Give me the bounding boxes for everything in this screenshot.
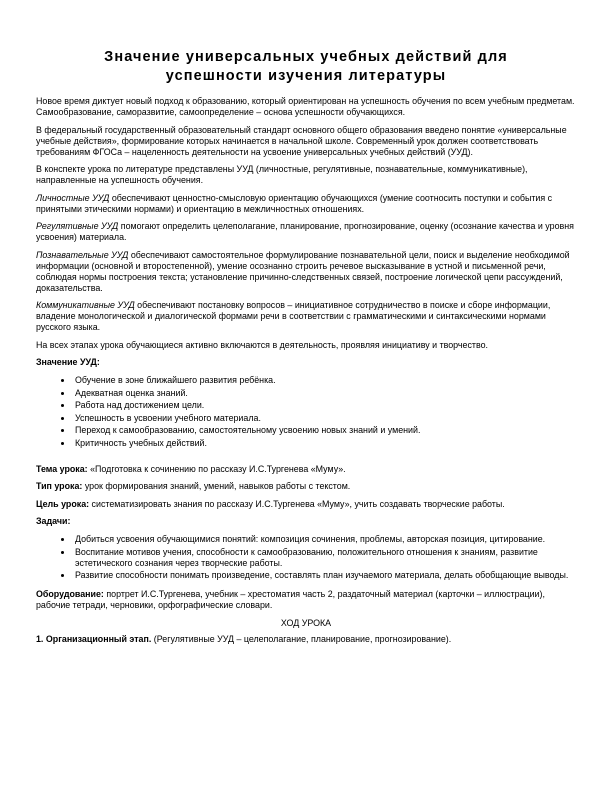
lesson-progress-heading: ХОД УРОКА xyxy=(280,617,332,628)
list-item: • Развитие способности понимать произведение, составлять план изучаемого материала, делать обобщающие выводы. xyxy=(73,570,576,581)
importance-list xyxy=(36,375,576,449)
title-line-1: Значение универсальных учебных действий для xyxy=(104,49,508,65)
list-item: • Критичность учебных действий. xyxy=(73,438,576,449)
list-item: • Воспитание мотивов учения, способности к самообразованию, положительного отношения к знаниям, развитие эстетического сознания через творческие работы. xyxy=(73,547,576,569)
lesson-goal-value: систематизировать знания по рассказу И.С.Тургенева «Муму», учить создавать творческие работы. xyxy=(89,498,505,509)
cognitive-uud-paragraph xyxy=(36,250,576,294)
lesson-topic-value: «Подготовка к сочинению по рассказу И.С.Тургенева «Муму». xyxy=(87,463,346,474)
lesson-type-label: Тип урока: xyxy=(36,481,83,491)
uud-term: Познавательные УУД xyxy=(36,249,129,260)
intro-paragraph-2: В федеральный государственный образовательный стандарт основного общего образования введено понятие «универсальные учебные действия», формирование которых начинается в начальной школе. Современный урок должен соответствовать требованиям ФГОСа – нацеленность деятельности на усвоение универсальных учебных действий (УУД). xyxy=(36,124,567,157)
all-stages-paragraph: На всех этапах урока обучающиеся активно включаются в деятельность, проявляя инициативу и творчество. xyxy=(36,339,489,350)
lesson-type-value: урок формирования знаний, умений, навыков работы с текстом. xyxy=(82,481,351,491)
lesson-type xyxy=(36,481,576,492)
stage-1-label: 1. Организационный этап. xyxy=(36,633,152,644)
equipment-value: портрет И.С.Тургенева, учебник – хрестоматия часть 2, раздаточный материал (карточки – иллюстрации), рабочие тетради, черновики, орфографические словари. xyxy=(36,589,545,610)
stage-1 xyxy=(36,634,576,645)
intro-paragraph-1: Новое время диктует новый подход к образованию, который ориентирован на успешность обучения по всем учебным предметам. Самообразование, саморазвитие, самоопределение – основа успешности обучающихся. xyxy=(36,96,575,117)
intro-paragraph-3: В конспекте урока по литературе представлены УУД (личностные, регулятивные, познавательные, коммуникативные), направленные на успешность обучения. xyxy=(36,164,528,185)
list-item: • Обучение в зоне ближайшего развития ребёнка. xyxy=(73,375,576,386)
uud-term: Личностные УУД xyxy=(36,192,110,203)
uud-description: обеспечивают ценностно-смысловую ориентацию обучающихся (умение соотносить поступки и события с принятыми этическими нормами) и ориентацию в межличностных отношениях. xyxy=(36,192,553,214)
regulatory-uud-paragraph xyxy=(36,221,576,243)
importance-heading: Значение УУД: xyxy=(36,357,100,367)
list-item: • Добиться усвоения обучающимися понятий: композиция сочинения, проблемы, авторская позиция, цитирование. xyxy=(73,534,576,545)
stage-1-value: (Регулятивные УУД – целеполагание, планирование, прогнозирование). xyxy=(151,633,452,644)
lesson-topic-label: Тема урока: xyxy=(36,463,88,474)
uud-term: Коммуникативные УУД xyxy=(36,300,135,310)
uud-description: помогают определить целеполагание, планирование, прогнозирование, оценку (осознание качества и уровня усвоения) материала. xyxy=(36,221,574,242)
list-item: • Переход к самообразованию, самостоятельному усвоению новых знаний и умений. xyxy=(73,425,576,436)
list-item: • Адекватная оценка знаний. xyxy=(73,388,576,399)
lesson-goal xyxy=(36,499,576,510)
tasks-heading: Задачи: xyxy=(36,516,71,526)
title-line-2: успешности изучения литературы xyxy=(165,68,447,84)
list-item: • Успешность в усвоении учебного материала. xyxy=(73,413,576,424)
document-title xyxy=(36,48,576,86)
lesson-goal-label: Цель урока: xyxy=(36,498,90,509)
personal-uud-paragraph xyxy=(36,193,576,215)
lesson-topic xyxy=(36,464,576,475)
document-page xyxy=(36,48,576,651)
uud-description: обеспечивают самостоятельное формулирование познавательной цели, поиск и выделение необходимой информации (основной и второстепенной), умение осознанно строить речевое высказывание в устной и письменной речи, соблюдая нормы построения текста; установление причинно-следственных связей, построение логической цепи рассуждений, доказательства. xyxy=(36,249,570,293)
list-item: • Работа над достижением цели. xyxy=(73,400,576,411)
tasks-list xyxy=(36,534,576,581)
equipment-label: Оборудование: xyxy=(36,589,104,599)
equipment xyxy=(36,589,576,611)
uud-term: Регулятивные УУД xyxy=(36,221,119,231)
communicative-uud-paragraph xyxy=(36,300,576,333)
uud-description: обеспечивают постановку вопросов – инициативное сотрудничество в поиске и сборе информации, владение монологической и диалогической формами речи в соответствии с грамматическими и синтаксическими нормами русского языка. xyxy=(36,300,551,332)
